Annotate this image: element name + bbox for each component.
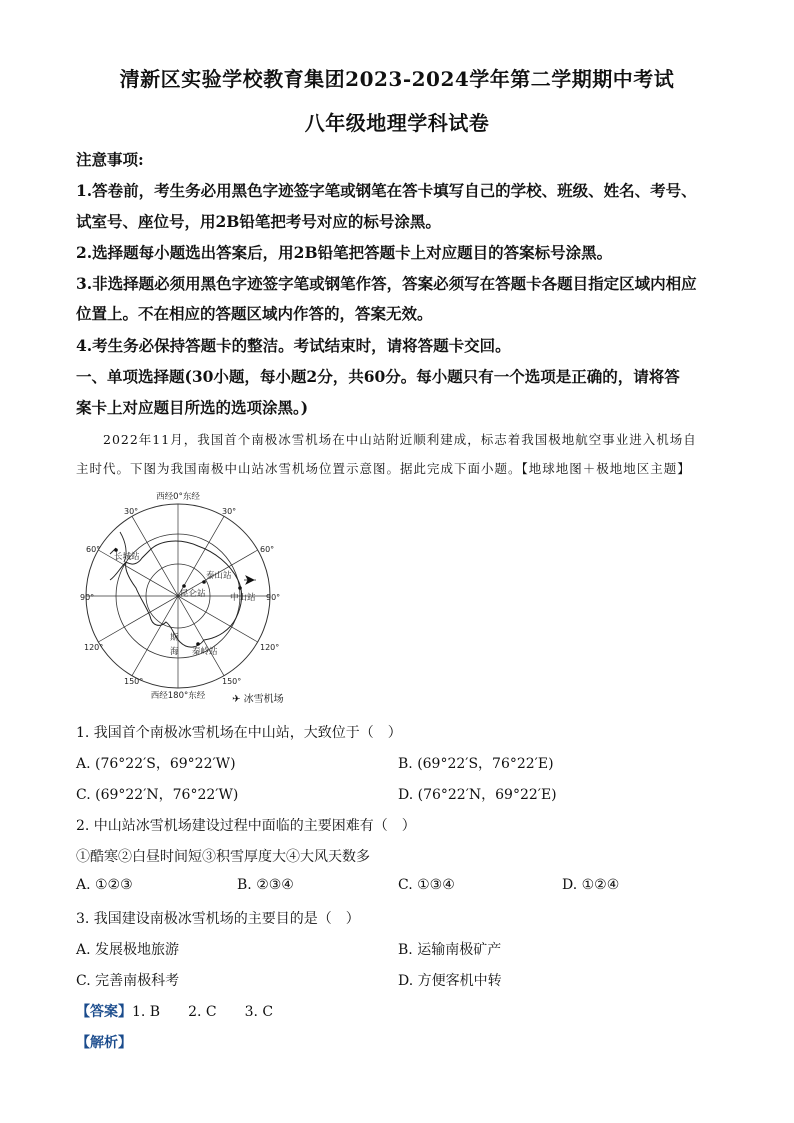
section-heading-line1: 一、单项选择题(30小题，每小题2分，共60分。每小题只有一个选项是正确的，请将答: [76, 367, 680, 386]
legend-label: 冰雪机场: [243, 694, 284, 705]
antarctic-peninsula: [110, 562, 126, 580]
map-top-label: 西经0°东经: [156, 492, 200, 502]
analysis-line: [76, 1032, 132, 1052]
exam-title: 清新区实验学校教育集团2023-2024学年第二学期期中考试: [119, 67, 675, 91]
q2-option-d[interactable]: D. ①②④: [562, 877, 620, 893]
deg-120-left: 120°: [84, 643, 104, 652]
deg-150-left: 150°: [124, 677, 144, 686]
legend-plane-icon: ✈: [232, 694, 241, 705]
label-sea-char2: 海: [170, 647, 179, 657]
note-line-4: 3.非选择题必须用黑色字迹签字笔或钢笔作答，答案必须写在答题卡各题目指定区域内相应: [76, 274, 697, 293]
label-qinling: 秦岭站: [192, 647, 218, 657]
question-2-stem: 2. 中山站冰雪机场建设过程中面临的主要困难有（ ）: [76, 818, 416, 834]
deg-60-right: 60°: [260, 545, 275, 554]
q1-option-c[interactable]: C. (69°22′N，76°22′W): [76, 787, 239, 803]
answer-text: 1. B 2. C 3. C: [132, 1004, 274, 1020]
deg-30-left: 30°: [124, 507, 139, 516]
kunlun-dot: [182, 584, 186, 588]
qinling-dot: [196, 642, 200, 646]
q1-option-a[interactable]: A. (76°22′S，69°22′W): [76, 756, 236, 772]
antarctic-map: [80, 488, 280, 703]
exam-subtitle: 八年级地理学科试卷: [304, 111, 490, 135]
deg-120-right: 120°: [260, 643, 280, 652]
deg-90-left: 90°: [80, 593, 95, 602]
deg-60-left: 60°: [86, 545, 101, 554]
question-3-stem: 3. 我国建设南极冰雪机场的主要目的是（ ）: [76, 911, 360, 927]
zhongshan-dot: [238, 586, 242, 590]
question-2-sub: ①酷寒②白昼时间短③积雪厚度大④大风天数多: [76, 849, 370, 865]
answer-line: [76, 1001, 273, 1021]
q2-option-c[interactable]: C. ①③④: [398, 877, 455, 893]
passage-line1: 2022年11月，我国首个南极冰雪机场在中山站附近顺利建成，标志着我国极地航空事业进入机场自: [103, 432, 697, 447]
airport-icon: [244, 576, 256, 584]
label-kunlun: 昆仑站: [180, 589, 206, 599]
deg-30-right: 30°: [222, 507, 237, 516]
q2-option-a[interactable]: A. ①②③: [76, 877, 133, 893]
map-legend: [232, 690, 284, 705]
passage-line2: 主时代。下图为我国南极中山站冰雪机场位置示意图。据此完成下面小题。【地球地图＋极地地区主题】: [76, 461, 691, 476]
q3-option-a[interactable]: A. 发展极地旅游: [76, 942, 180, 958]
q3-option-d[interactable]: D. 方便客机中转: [398, 973, 502, 989]
note-line-5: 位置上。不在相应的答题区域内作答的，答案无效。: [76, 304, 433, 323]
section-heading-line2: 案卡上对应题目所选的选项涂黑。): [76, 398, 309, 417]
note-line-6: 4.考生务必保持答题卡的整洁。考试结束时，请将答题卡交回。: [76, 336, 511, 355]
question-1-stem: 1. 我国首个南极冰雪机场在中山站，大致位于（ ）: [76, 725, 402, 741]
label-taishan: 泰山站: [206, 571, 232, 581]
q3-option-b[interactable]: B. 运输南极矿产: [398, 942, 502, 958]
q1-option-d[interactable]: D. (76°22′N，69°22′E): [398, 787, 557, 803]
label-zhongshan: 中山站: [230, 593, 256, 603]
q2-option-b[interactable]: B. ②③④: [237, 877, 294, 893]
q3-option-c[interactable]: C. 完善南极科考: [76, 973, 180, 989]
map-bottom-label: 西经180°东经: [150, 691, 206, 701]
answer-tag: 【答案】: [76, 1004, 132, 1020]
note-line-3: 2.选择题每小题选出答案后，用2B铅笔把答题卡上对应题目的答案标号涂黑。: [76, 243, 613, 262]
deg-150-right: 150°: [222, 677, 242, 686]
deg-90-right: 90°: [266, 593, 280, 602]
label-changcheng: 长城站: [114, 552, 140, 562]
label-sea-char1: 斯: [170, 633, 179, 643]
note-line-2: 试室号、座位号，用2B铅笔把考号对应的标号涂黑。: [76, 212, 441, 231]
q1-option-b[interactable]: B. (69°22′S，76°22′E): [398, 756, 554, 772]
notes-heading: 注意事项:: [76, 150, 144, 169]
note-line-1: 1.答卷前，考生务必用黑色字迹签字笔或钢笔在答卡填写自己的学校、班级、姓名、考号、: [76, 181, 697, 200]
analysis-tag: 【解析】: [76, 1035, 132, 1051]
